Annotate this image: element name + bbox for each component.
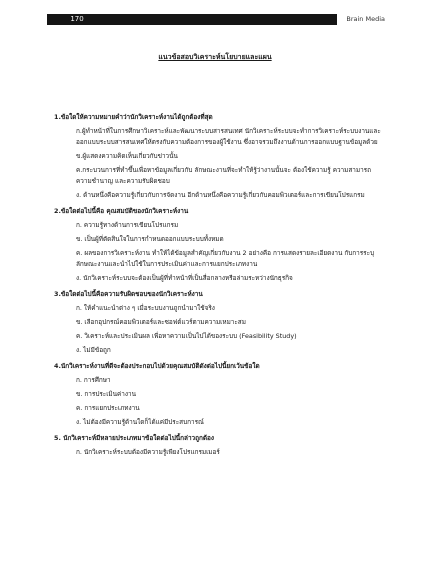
header-bar [47,14,337,25]
question-1-option-c: ค.กระบวนการที่ทำขึ้นเพื่อหาข้อมูลเกี่ยวกับ ลักษณะงานที่จะทำให้รู้ว่างานนั้นจะ ต้องใช้ความรู้ ความสามารถ ความชำนาญ และความรับผิดชอบ [76,166,371,185]
question-2-option-b: ข. เป็นผู้ที่ตัดสินใจในการกำหนดออกแบบระบบทั้งหมด [76,235,224,243]
question-2-option-a: ก. ความรู้ทางด้านการเขียนโปรแกรม [76,221,179,229]
question-1-option-d: ง. ด้านหนึ่งคือความรู้เกี่ยวกับการจัดงาน อีกด้านหนึ่งคือความรู้เกี่ยวกับคอมพิวเตอร์และการเขียนโปรแกรม [76,191,365,199]
question-4: 4.นักวิเคราะห์งานที่ดีจะต้องประกอบไปด้วยคุณสมบัติดังต่อไปนี้ยกเว้นข้อใด [54,362,260,370]
question-4-option-c: ค. การแยกประเภทงาน [76,404,140,412]
question-4-option-b: ข. การประเมินค่างาน [76,390,136,398]
question-4-option-d: ง. ไม่ต้องมีความรู้ด้านใดก็ได้แค่มีประสบการณ์ [76,418,204,426]
question-5: 5. นักวิเคราะห์มีหลายประเภทมาข้อใดต่อไปนี้กล่าวถูกต้อง [54,434,214,442]
question-2-option-d: ง. นักวิเคราะห์ระบบจะต้องเป็นผู้ที่ทำหน้าที่เป็นสื่อกลางหรือล่ามระหว่างนักธุรกิจ [76,274,293,282]
question-3-option-c: ค. วิเคราะห์และประเมินผล เพื่อหาความเป็นไปได้ของระบบ (Feasibility Study) [76,332,297,340]
page-title: แนวข้อสอบวิเคราะห์นโยบายและแผน [158,53,272,61]
question-3-option-a: ก. ให้คำแนะนำต่าง ๆ เมื่อระบบงานถูกนำมาใช้จริง [76,304,215,312]
brand-name: Brain Media [346,15,385,23]
question-2: 2.ข้อใดต่อไปนี้คือ คุณสมบัติของนักวิเคราะห์งาน [54,207,189,215]
question-2-option-c: ค. ผลของการวิเคราะห์งาน ทำให้ได้ข้อมูลสำคัญเกี่ยวกับงาน 2 อย่างคือ การแสดงรายละเอียดงาน กับการระบุลักษณะงานและนำไปใช้ในการประเมินค่าและการแยกประเภทงาน [76,249,375,268]
question-1: 1.ข้อใดให้ความหมายคำว่านักวิเคราะห์งานได้ถูกต้องที่สุด [54,113,213,121]
question-list [54,112,384,458]
question-3: 3.ข้อใดต่อไปนี้คือความรับผิดชอบของนักวิเคราะห์งาน [54,290,203,298]
question-4-option-a: ก. การศึกษา [76,376,111,384]
question-1-option-a: ก.ผู้ทำหน้าที่ในการศึกษาวิเคราะห์และพัฒนาระบบสารสนเทศ นักวิเคราะห์ระบบจะทำการวิเคราะห์ระบบงานและออกแบบระบบสารสนเทศให้ตรงกับความต้องการของผู้ใช้งาน ซึ่งอาจรวมถึงงานด้านการออกแบบฐานข้อมูลด้วย [76,127,381,146]
question-1-option-b: ข.ผู้แสดงความคิดเห็นเกี่ยวกับข่าวนั้น [76,152,178,160]
question-5-option-a: ก. นักวิเคราะห์ระบบต้องมีความรู้เพียงโปรแกรมเมอร์ [76,448,220,456]
question-3-option-d: ง. ไม่มีข้อถูก [76,346,111,354]
page-number: 170 [70,15,84,23]
question-3-option-b: ข. เลือกอุปกรณ์คอมพิวเตอร์และซอฟต์แวร์ตามความเหมาะสม [76,318,246,326]
